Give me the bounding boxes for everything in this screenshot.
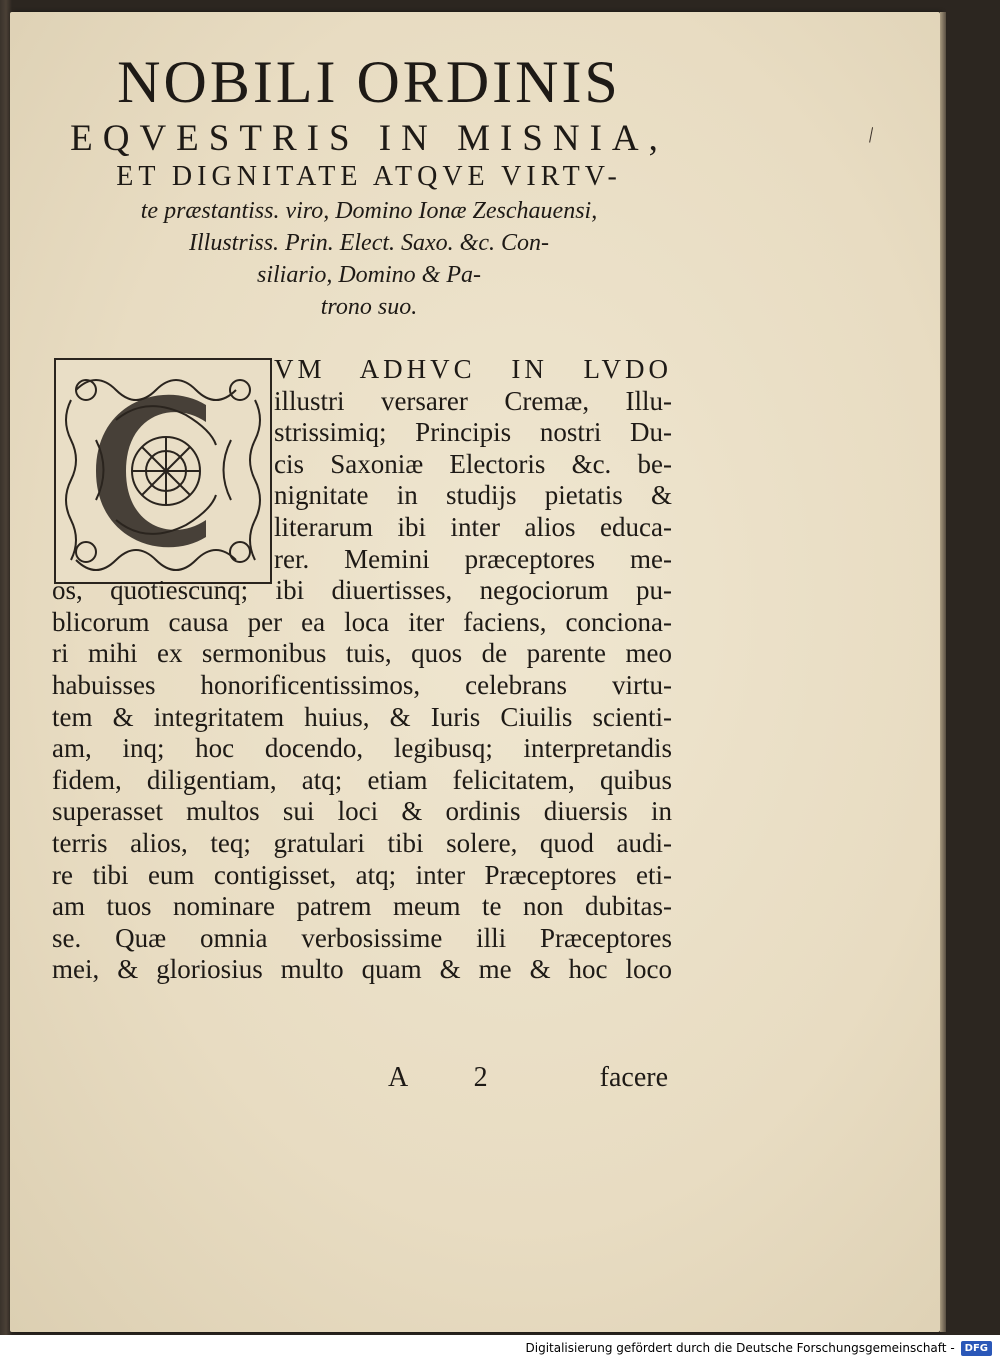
body-line: tem & integritatem huius, & Iuris Ciuilis scienti- [52,701,672,732]
body-line: fidem, diligentiam, atq; etiam felicitatem, quibus [52,764,672,795]
body-line: terris alios, teq; gratulari tibi solere, quod audi- [52,827,672,858]
body-line: am tuos nominare patrem meum te non dubitas- [52,891,672,922]
body-line: re tibi eum contigisset, atq; inter Præceptores eti- [52,859,672,890]
body-line: am, inq; hoc docendo, legibusq; interpretandis [52,733,672,764]
heading-line-5: Illustriss. Prin. Elect. Saxo. &c. Con- [189,230,549,256]
body-line: ri mihi ex sermonibus tuis, quos de parente meo [52,638,672,669]
footer-credit: Digitalisierung gefördert durch die Deutsche Forschungsgemeinschaft - [525,1341,955,1355]
body-line: mei, & gloriosius multo quam & me & hoc loco [52,954,672,985]
body-line: strissimiq; Principis nostri Du- [274,417,672,448]
heading-line-6: siliario, Domino & Pa- [256,262,481,288]
signature-mark: A 2 [388,1062,518,1093]
body-line: nignitate in studijs pietatis & [274,480,672,511]
body-line: literarum ibi inter alios educa- [274,511,672,542]
book-page [10,12,940,1332]
body-line: cis Saxoniæ Electoris &c. be- [274,448,672,479]
heading-line-1: NOBILI ORDINIS [117,49,621,115]
body-line: habuisses honorificentissimos, celebrans virtu- [52,669,672,700]
dfg-logo: DFG [961,1341,992,1356]
body-line: VM ADHVC IN LVDO [274,354,672,384]
dedication-heading [44,49,694,323]
heading-line-4: te præstantiss. viro, Domino Ionæ Zeschauensi, [140,198,598,224]
body-line: os, quotiescunq; ibi diuertisses, negociorum pu- [52,575,672,606]
heading-line-3: ET DIGNITATE ATQVE VIRTV- [116,161,622,192]
body-line: blicorum causa per ea loca iter faciens, conciona- [52,606,672,637]
catchword: facere [599,1062,668,1093]
body-text [52,354,672,986]
body-line: illustri versarer Cremæ, Illu- [274,385,672,416]
body-line: superasset multos sui loci & ordinis diuersis in [52,796,672,827]
body-line: rer. Memini præceptores me- [274,543,672,574]
body-line: se. Quæ omnia verbosissime illi Præceptores [52,922,672,953]
heading-line-2: EQVESTRIS IN MISNIA, [70,118,668,159]
page-footer-line [388,1062,668,1094]
digitization-footer [0,1335,1000,1361]
margin-mark: \ [862,122,881,147]
heading-line-7: trono suo. [320,294,418,320]
page-edge [940,12,946,1332]
